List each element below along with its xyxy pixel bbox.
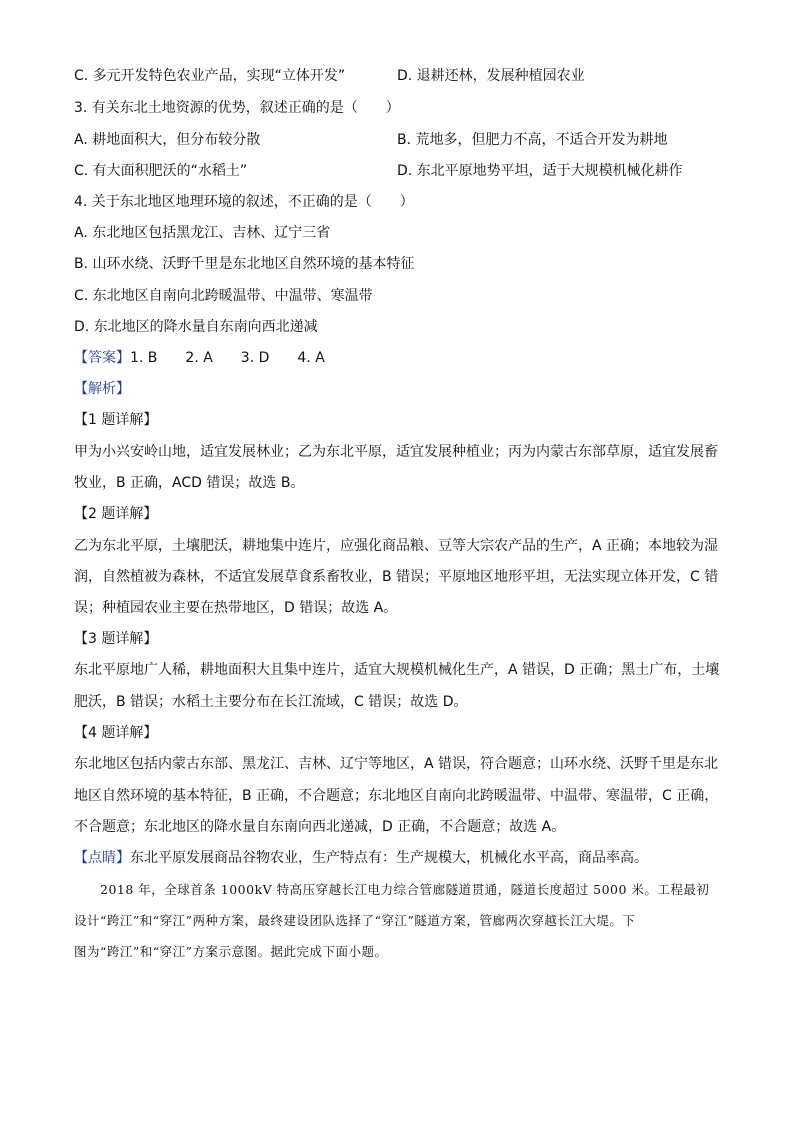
- detail-1-line: 甲为小兴安岭山地，适宜发展林业；乙为东北平原，适宜发展种植业；丙为内蒙古东部草原，适宜发展畜: [74, 444, 718, 460]
- option-3a: A. 耕地面积大，但分布较分散: [74, 132, 261, 148]
- detail-3-title: 【3 题详解】: [74, 631, 158, 647]
- intro-line: 设计“跨江”和“穿江”两种方案，最终建设团队选择了“穿江”隧道方案，管廊两次穿越长江大堤。下: [74, 913, 636, 928]
- option-2d: D. 退耕还林，发展种植园农业: [397, 68, 585, 84]
- option-2c: C. 多元开发特色农业产品，实现“立体开发”: [74, 68, 346, 84]
- detail-2-line: 乙为东北平原，土壤肥沃，耕地集中连片，应强化商品粮、豆等大宗农产品的生产，A 正确；本地较为湿: [74, 538, 719, 554]
- analysis-label: 【解析】: [74, 381, 130, 397]
- answer-text: 1. B 2. A 3. D 4. A: [130, 350, 325, 366]
- intro-line: 图为“跨江”和“穿江”方案示意图。据此完成下面小题。: [74, 944, 388, 959]
- option-3c: C. 有大面积肥沃的“水稻土”: [74, 163, 248, 179]
- option-4b: B. 山环水绕、沃野千里是东北地区自然环境的基本特征: [74, 256, 415, 272]
- detail-2-title: 【2 题详解】: [74, 506, 158, 522]
- option-4a: A. 东北地区包括黑龙江、吉林、辽宁三省: [74, 225, 331, 241]
- detail-1-title: 【1 题详解】: [74, 412, 158, 428]
- detail-4-line: 不合题意；东北地区的降水量自东南向西北递减，D 正确，不合题意；故选 A。: [74, 819, 566, 835]
- comment-text: 东北平原发展商品谷物农业，生产特点有：生产规模大，机械化水平高，商品率高。: [130, 850, 648, 866]
- question-4-stem: 4. 关于东北地区地理环境的叙述，不正确的是（ ）: [74, 194, 414, 210]
- detail-3-line: 肥沃，B 错误；水稻土主要分布在长江流域，C 错误；故选 D。: [74, 694, 468, 710]
- detail-4-title: 【4 题详解】: [74, 725, 158, 741]
- option-4d: D. 东北地区的降水量自东南向西北递减: [74, 319, 318, 335]
- answer-line: [74, 348, 325, 368]
- answer-label: 【答案】: [74, 350, 130, 366]
- detail-3-line: 东北平原地广人稀，耕地面积大且集中连片，适宜大规模机械化生产，A 错误，D 正确；黑土广布，土壤: [74, 662, 720, 678]
- option-3d: D. 东北平原地势平坦，适于大规模机械化耕作: [397, 163, 683, 179]
- intro-line: 2018 年，全球首条 1000kV 特高压穿越长江电力综合管廊隧道贯通，隧道长度超过 5000 米。工程最初: [74, 882, 710, 897]
- detail-2-line: 润，自然植被为森林，不适宜发展草食系畜牧业，B 错误；平原地区地形平坦，无法实现立体开发，C 错: [74, 569, 719, 585]
- detail-1-line: 牧业，B 正确，ACD 错误；故选 B。: [74, 475, 305, 491]
- detail-4-line: 东北地区包括内蒙古东部、黑龙江、吉林、辽宁等地区，A 错误，符合题意；山环水绕、沃野千里是东北: [74, 756, 719, 772]
- detail-4-line: 地区自然环境的基本特征，B 正确，不合题意；东北地区自南向北跨暖温带、中温带、寒温带，C 正确，: [74, 788, 719, 804]
- comment-line: [74, 848, 648, 868]
- comment-label: 【点睛】: [74, 850, 130, 866]
- option-4c: C. 东北地区自南向北跨暖温带、中温带、寒温带: [74, 288, 373, 304]
- question-3-stem: 3. 有关东北土地资源的优势，叙述正确的是（ ）: [74, 100, 400, 116]
- option-3b: B. 荒地多，但肥力不高，不适合开发为耕地: [397, 132, 668, 148]
- detail-2-line: 误；种植园农业主要在热带地区，D 错误；故选 A。: [74, 600, 398, 616]
